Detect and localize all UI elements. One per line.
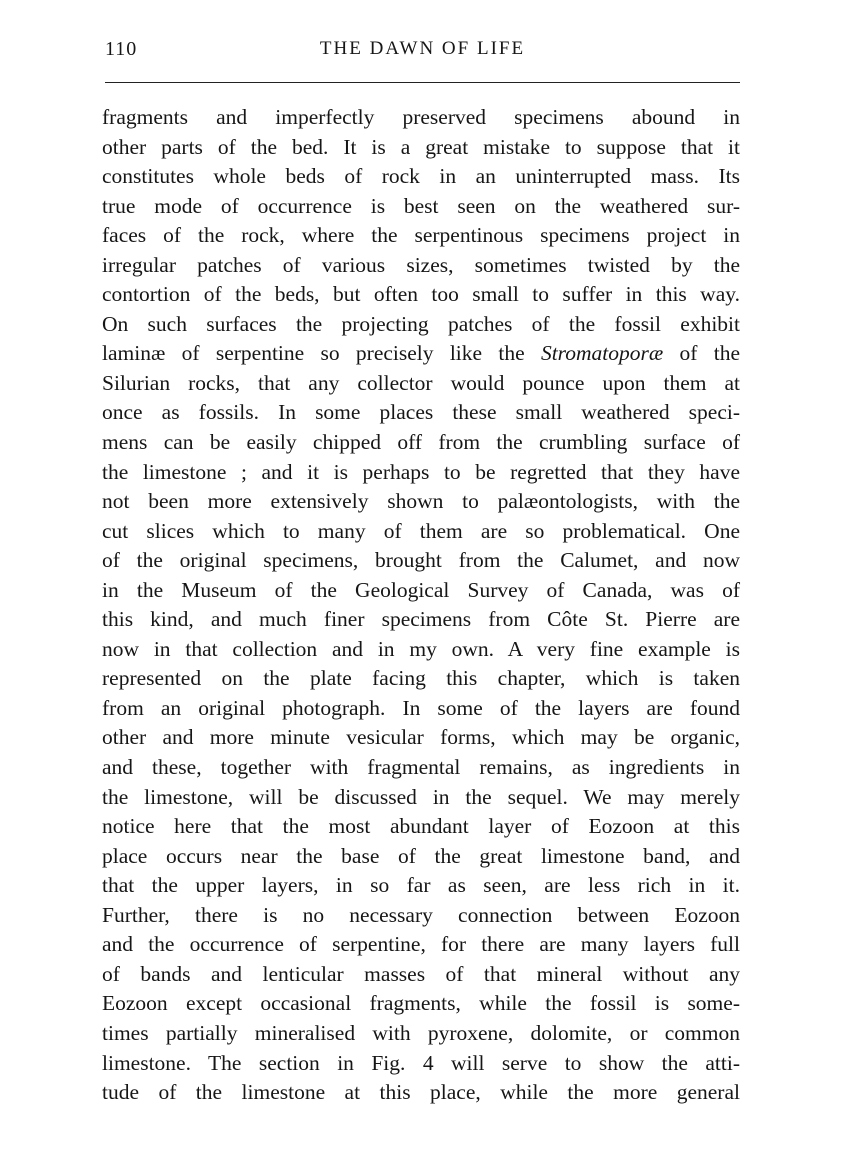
text-line: fragments and imperfectly preserved specimens abound in: [102, 105, 740, 129]
text-line: from an original photograph. In some of the layers are found: [102, 695, 740, 720]
text-line: place occurs near the base of the great limestone band, and: [102, 843, 740, 868]
page-header: [105, 38, 740, 70]
text-line: not been more extensively shown to palæontologists, with the: [102, 489, 740, 514]
running-head: THE DAWN OF LIFE: [319, 38, 526, 59]
text-line: Further, there is no necessary connection between Eozoon: [102, 902, 740, 927]
text-line: Eozoon except occasional fragments, while the fossil is some-: [102, 991, 740, 1016]
page-number: 110: [105, 38, 138, 60]
text-line: of bands and lenticular masses of that mineral without any: [102, 961, 740, 986]
text-line: times partially mineralised with pyroxene, dolomite, or common: [102, 1020, 740, 1045]
text-line: cut slices which to many of them are so problematical. One: [102, 518, 740, 543]
text-line: other parts of the bed. It is a great mistake to suppose that it: [102, 134, 740, 159]
text-line: constitutes whole beds of rock in an uninterrupted mass. Its: [102, 164, 740, 189]
text-line: On such surfaces the projecting patches of the fossil exhibit: [102, 311, 740, 336]
text-line: limestone. The section in Fig. 4 will serve to show the atti-: [102, 1050, 740, 1075]
text-line: the limestone ; and it is perhaps to be regretted that they have: [102, 459, 740, 484]
text-line: Silurian rocks, that any collector would pounce upon them at: [102, 370, 740, 395]
text-line: that the upper layers, in so far as seen, are less rich in it.: [102, 873, 740, 898]
text-line: and the occurrence of serpentine, for there are many layers full: [102, 932, 740, 957]
text-line: once as fossils. In some places these small weathered speci-: [102, 400, 740, 425]
text-line: other and more minute vesicular forms, which may be organic,: [102, 725, 740, 750]
text-line: laminæ of serpentine so precisely like the Stromatoporæ of the: [102, 341, 740, 366]
text-line: the limestone, will be discussed in the sequel. We may merely: [102, 784, 740, 809]
header-rule: [105, 82, 740, 83]
text-line: now in that collection and in my own. A very fine example is: [102, 636, 740, 661]
italic-term: Stromatoporæ: [540, 341, 664, 366]
text-line: true mode of occurrence is best seen on the weathered sur-: [102, 193, 740, 218]
text-line: irregular patches of various sizes, sometimes twisted by the: [102, 252, 740, 277]
text-line: notice here that the most abundant layer of Eozoon at this: [102, 814, 740, 839]
text-line: mens can be easily chipped off from the crumbling surface of: [102, 430, 740, 455]
text-line: in the Museum of the Geological Survey of Canada, was of: [102, 577, 740, 602]
body-text: [102, 103, 740, 1108]
text-line: this kind, and much finer specimens from Côte St. Pierre are: [102, 607, 740, 632]
text-line: and these, together with fragmental remains, as ingredients in: [102, 755, 740, 780]
text-line: of the original specimens, brought from the Calumet, and now: [102, 548, 740, 573]
text-line: faces of the rock, where the serpentinous specimens project in: [102, 223, 740, 248]
text-line: represented on the plate facing this chapter, which is taken: [102, 666, 740, 691]
text-line: contortion of the beds, but often too small to suffer in this way.: [102, 282, 740, 307]
text-line: tude of the limestone at this place, while the more general: [102, 1080, 740, 1105]
